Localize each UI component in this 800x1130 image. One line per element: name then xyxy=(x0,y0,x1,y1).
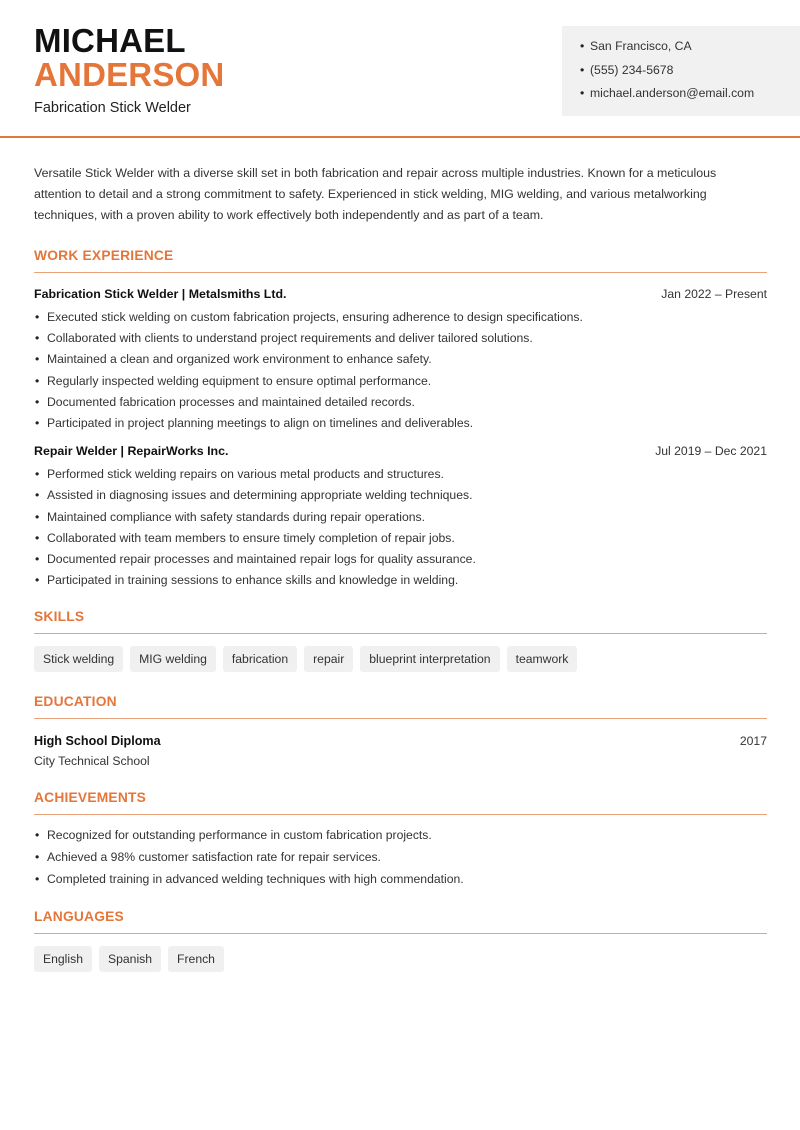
job-dates: Jul 2019 – Dec 2021 xyxy=(655,444,767,459)
section-languages: LANGUAGES xyxy=(34,909,767,934)
list-item: • Maintained a clean and organized work environment to enhance safety. xyxy=(34,351,767,372)
list-item: • Documented repair processes and maintained repair logs for quality assurance. xyxy=(34,551,767,572)
resume-header xyxy=(0,0,800,138)
education-year: 2017 xyxy=(739,734,767,749)
contact-phone: • (555) 234-5678 xyxy=(580,62,800,86)
list-item: • Recognized for outstanding performance in custom fabrication projects. xyxy=(34,827,767,849)
list-item: • Participated in project planning meetings to align on timelines and deliverables. xyxy=(34,415,767,436)
list-item: • Collaborated with clients to understand project requirements and deliver tailored solutions. xyxy=(34,330,767,351)
section-education: EDUCATION xyxy=(34,694,767,719)
section-work-experience: WORK EXPERIENCE xyxy=(34,248,767,273)
job-title: Fabrication Stick Welder | Metalsmiths Ltd. xyxy=(34,287,287,301)
list-item: • Executed stick welding on custom fabrication projects, ensuring adherence to design specifications. xyxy=(34,309,767,330)
education-school: City Technical School xyxy=(34,754,150,769)
list-item: • Completed training in advanced welding techniques with high commendation. xyxy=(34,871,767,893)
skills-list xyxy=(34,646,767,672)
first-name: MICHAEL xyxy=(34,22,186,59)
section-achievements: ACHIEVEMENTS xyxy=(34,790,767,815)
language-tag: English xyxy=(34,946,92,972)
candidate-name xyxy=(34,24,224,92)
skill-tag: repair xyxy=(304,646,353,672)
job-entry xyxy=(34,444,767,593)
list-item: • Collaborated with team members to ensure timely completion of repair jobs. xyxy=(34,530,767,551)
last-name: ANDERSON xyxy=(34,56,225,93)
contact-location: • San Francisco, CA xyxy=(580,38,800,62)
skill-tag: blueprint interpretation xyxy=(360,646,499,672)
job-title: Repair Welder | RepairWorks Inc. xyxy=(34,444,229,459)
list-item: • Achieved a 98% customer satisfaction rate for repair services. xyxy=(34,849,767,871)
section-skills: SKILLS xyxy=(34,609,767,634)
languages-list xyxy=(34,946,767,972)
skill-tag: fabrication xyxy=(223,646,297,672)
candidate-title: Fabrication Stick Welder xyxy=(34,100,191,116)
language-tag: French xyxy=(168,946,224,972)
skill-tag: MIG welding xyxy=(130,646,216,672)
resume-body xyxy=(34,163,767,972)
contact-email[interactable]: • michael.anderson@email.com xyxy=(580,85,800,109)
skill-tag: Stick welding xyxy=(34,646,123,672)
list-item: • Regularly inspected welding equipment to ensure optimal performance. xyxy=(34,373,767,394)
list-item: • Participated in training sessions to enhance skills and knowledge in welding. xyxy=(34,572,767,593)
list-item: • Maintained compliance with safety standards during repair operations. xyxy=(34,509,767,530)
education-degree: High School Diploma xyxy=(34,734,161,749)
job-dates: Jan 2022 – Present xyxy=(661,287,767,301)
job-entry xyxy=(34,287,767,436)
contact-box xyxy=(562,26,800,116)
education-entry xyxy=(34,734,767,748)
list-item: • Performed stick welding repairs on various metal products and structures. xyxy=(34,466,767,487)
achievements-list xyxy=(34,827,767,893)
summary: Versatile Stick Welder with a diverse skill set in both fabrication and repair across multiple industries. Known for a meticulous attention to detail and a strong commitment to safety. Experienced in stick welding, MIG welding, and various metalworking techniques, with a proven ability to work effectively both independently and as part of a team. xyxy=(34,166,717,222)
list-item: • Assisted in diagnosing issues and determining appropriate welding techniques. xyxy=(34,487,767,508)
language-tag: Spanish xyxy=(99,946,161,972)
list-item: • Documented fabrication processes and maintained detailed records. xyxy=(34,394,767,415)
skill-tag: teamwork xyxy=(507,646,578,672)
